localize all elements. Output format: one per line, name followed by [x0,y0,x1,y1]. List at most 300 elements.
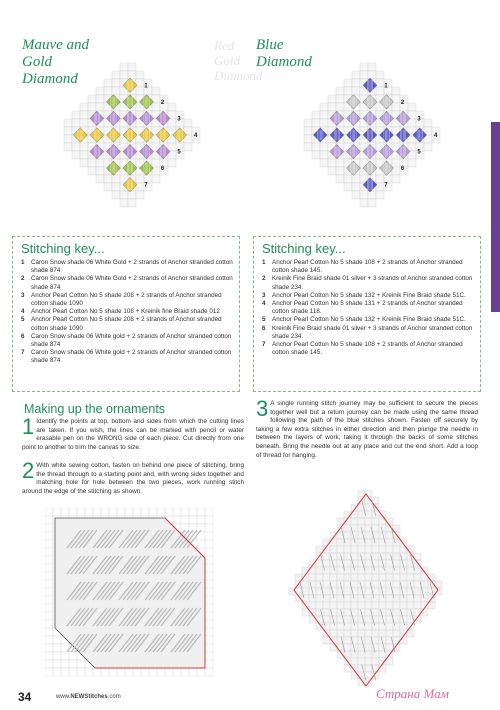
left-grid-cell [112,183,120,191]
left-grid-cell [96,95,104,103]
diamond-grid-cell [302,609,309,616]
left-row-number: 7 [144,182,148,189]
left-key-item-3 [21,292,233,308]
oct-grid-cell [45,604,53,612]
right-row-number: 7 [384,182,388,189]
diamond-grid-cell [351,616,358,623]
oct-grid-cell [205,652,213,660]
right-grid-cell [344,79,352,87]
step-2-text: With white sewing cotton, fasten on behind one piece of stitching, bring the thread through to a starting point and, with wrong sides together and matching hole for hole between the two pieces, work running stitch around the edge of the stitching as shown. [22,462,244,495]
diamond-grid-cell [372,595,379,602]
diamond-grid-cell [372,602,379,609]
left-key-number: 3 [21,291,25,299]
step-2 [22,458,244,496]
diamond-grid-cell [344,532,351,539]
diamond-grid-cell [365,518,372,525]
right-grid-cell [336,167,344,175]
diamond-grid-cell [351,581,358,588]
left-row-number: 6 [160,166,165,173]
right-grid-cell [312,119,320,127]
left-key-number: 6 [21,332,25,340]
diamond-grid-cell [330,630,337,637]
right-grid-cell [328,103,336,111]
diamond-grid-cell [407,630,414,637]
diamond-grid-cell [358,546,365,553]
oct-grid-cell [149,508,157,516]
right-grid-cell [328,167,336,175]
left-grid-cell [112,87,120,95]
diamond-grid-cell [337,595,344,602]
diamond-grid-cell [351,574,358,581]
oct-grid-cell [93,668,101,676]
right-key-text: Anchor Pearl Cotton No 5 shade 108 + 2 strands of Anchor stranded cotton shade 145. [272,259,463,275]
diamond-grid-cell [365,651,372,658]
right-key-item-4 [262,300,474,316]
right-key-item-7 [262,341,474,357]
left-key-text: Caron Snow shade 06 White gold + 2 strands of Anchor stranded cotton shade 874 [31,349,232,365]
diamond-grid-cell [323,553,330,560]
diamond-grid-cell [351,518,358,525]
site-prefix: www. [56,694,71,700]
oct-grid-cell [205,660,213,668]
diamond-grid-cell [365,539,372,546]
right-row-number: 3 [417,116,421,123]
right-grid-cell [352,87,360,95]
diamond-grid-cell [393,595,400,602]
right-grid-cell [304,127,312,135]
diamond-grid-cell [330,602,337,609]
oct-grid-cell [77,668,85,676]
step-3 [256,396,478,460]
right-grid-cell [304,135,312,143]
diamond-grid-cell [330,588,337,595]
footer-website [56,694,121,700]
oct-grid-cell [205,644,213,652]
left-key-list [21,259,233,366]
left-grid-cell [72,111,80,119]
diamond-grid-cell [386,574,393,581]
left-grid-cell [112,175,120,183]
right-grid-cell [392,175,400,183]
oct-grid-cell [45,540,53,548]
left-grid-cell [96,87,104,95]
diamond-grid-cell [344,665,351,672]
left-grid-cell [168,143,176,151]
right-key-number: 4 [262,300,266,308]
left-key-item-6 [21,333,233,349]
oct-grid-cell [141,508,149,516]
oct-grid-cell [45,516,53,524]
oct-grid-cell [69,652,77,660]
left-key-number: 1 [21,259,25,266]
diamond-grid-cell [414,602,421,609]
diamond-grid-cell [344,616,351,623]
oct-grid-cell [205,508,213,516]
left-grid-cell [136,71,144,79]
left-grid-cell [120,71,128,79]
left-key-text: Caron Snow shade 06 White Gold + 2 strands of Anchor stranded cotton shade 874 [31,275,233,291]
oct-grid-cell [53,508,61,516]
right-title-line2: Diamond [256,54,312,70]
blue-diamond-chart [300,40,450,230]
diamond-grid-cell [407,602,414,609]
left-grid-cell [88,103,96,111]
right-grid-cell [352,175,360,183]
diamond-grid-cell [421,595,428,602]
diamond-grid-cell [386,567,393,574]
diamond-grid-cell [379,665,386,672]
diamond-grid-cell [372,630,379,637]
diamond-grid-cell [358,602,365,609]
diamond-grid-cell [365,602,372,609]
diamond-grid-cell [400,567,407,574]
oct-grid-cell [109,668,117,676]
right-grid-cell [376,191,384,199]
diamond-grid-cell [365,616,372,623]
oct-grid-cell [53,652,61,660]
diamond-grid-cell [393,630,400,637]
left-grid-cell [64,119,72,127]
diamond-grid-cell [372,574,379,581]
diamond-grid-cell [372,637,379,644]
mauve-gold-diamond-chart [60,40,210,230]
diamond-grid-cell [365,595,372,602]
diamond-grid-cell [421,581,428,588]
right-grid-cell [360,71,368,79]
oct-grid-cell [181,508,189,516]
left-grid-cell [136,183,144,191]
left-grid-cell [96,175,104,183]
diamond-grid-cell [351,602,358,609]
diamond-grid-cell [344,630,351,637]
right-grid-cell [376,87,384,95]
right-grid-cell [336,95,344,103]
right-grid-cell [320,103,328,111]
diamond-grid-cell [386,644,393,651]
left-grid-cell [96,167,104,175]
left-key-item-5 [21,316,233,332]
diamond-grid-cell [393,602,400,609]
step-1-text: Identify the points at top, bottom and sides from which the cutting lines are taken. If you wish, the lines can be marked with pencil or water erasable pen on the WRONG side of each piece. Cut directly from one point to another to trim the canvas to size. [22,418,244,451]
diamond-grid-cell [365,532,372,539]
diamond-grid-cell [372,651,379,658]
left-grid-cell [184,143,192,151]
diamond-grid-cell [323,609,330,616]
right-key-number: 6 [262,324,266,332]
oct-grid-cell [101,508,109,516]
oct-grid-cell [45,532,53,540]
oct-grid-cell [61,652,69,660]
diamond-grid-cell [351,595,358,602]
oct-grid-cell [205,580,213,588]
oct-grid-cell [45,668,53,676]
oct-grid-cell [205,532,213,540]
diamond-grid-cell [393,560,400,567]
right-row-number: 2 [400,99,405,106]
left-key-text: Anchor Pearl Cotton No 5 shade 108 + Kreinik fine Braid shade 012 [31,308,220,316]
right-key-item-2 [262,275,474,291]
left-key-item-1 [21,259,233,275]
right-key-list [262,259,474,357]
left-grid-cell [80,159,88,167]
oct-grid-cell [61,668,69,676]
diamond-grid-cell [330,546,337,553]
diamond-grid-cell [337,574,344,581]
diamond-grid-cell [344,560,351,567]
diamond-grid-cell [379,609,386,616]
diamond-grid-cell [323,602,330,609]
diamond-grid-cell [344,595,351,602]
diamond-grid-cell [365,588,372,595]
left-grid-cell [104,79,112,87]
diamond-grid-cell [330,567,337,574]
left-key-number: 7 [21,349,25,357]
diamond-grid-cell [386,658,393,665]
diamond-grid-cell [414,595,421,602]
diamond-grid-cell [344,637,351,644]
diamond-grid-cell [316,567,323,574]
diamond-grid-cell [358,658,365,665]
left-grid-cell [104,175,112,183]
diamond-grid-cell [309,616,316,623]
diamond-grid-cell [358,518,365,525]
diamond-grid-cell [288,588,295,595]
diamond-grid-cell [386,616,393,623]
oct-grid-cell [181,516,189,524]
oct-grid-cell [45,612,53,620]
left-grid-cell [168,159,176,167]
diamond-grid-cell [365,672,372,679]
left-key-number: 4 [21,308,25,316]
oct-grid-cell [45,580,53,588]
diamond-grid-cell [316,616,323,623]
diamond-grid-cell [358,651,365,658]
left-grid-cell [128,63,136,71]
diamond-grid-cell [365,623,372,630]
left-key-text: Caron Snow shade 06 White Gold + 2 strands of Anchor stranded cotton shade 874 [31,259,233,275]
diamond-grid-cell [414,588,421,595]
left-key-text: Anchor Pearl Cotton No 5 shade 208 + 2 strands of Anchor stranded cotton shade 1090 [31,291,222,308]
diamond-grid-cell [358,511,365,518]
oct-grid-cell [141,668,149,676]
oct-grid-cell [45,572,53,580]
diamond-grid-cell [351,546,358,553]
diamond-grid-cell [365,567,372,574]
diamond-grid-cell [379,567,386,574]
left-grid-cell [152,175,160,183]
right-grid-cell [368,71,376,79]
right-key-item-3 [262,292,474,300]
right-grid-cell [336,87,344,95]
right-grid-cell [352,71,360,79]
diamond-grid-cell [379,644,386,651]
diamond-grid-cell [351,672,358,679]
diamond-grid-cell [365,504,372,511]
diamond-grid-cell [379,574,386,581]
right-key-heading: Stitching key... [262,241,346,256]
diamond-grid-cell [379,553,386,560]
right-grid-cell [328,159,336,167]
diamond-grid-cell [323,588,330,595]
right-grid-cell [368,199,376,207]
oct-grid-cell [45,524,53,532]
diamond-grid-cell [372,581,379,588]
site-brand: NEWStitches [70,694,108,700]
diamond-grid-cell [344,567,351,574]
diamond-grid-cell [386,602,393,609]
site-suffix: .com [107,694,121,700]
diamond-grid-cell [365,574,372,581]
oct-grid-cell [205,612,213,620]
oct-grid-cell [45,548,53,556]
diamond-grid-cell [372,567,379,574]
left-grid-cell [72,119,80,127]
watermark: Страна Мам [376,686,449,701]
left-grid-cell [64,127,72,135]
oct-grid-cell [45,660,53,668]
right-grid-cell [328,95,336,103]
right-grid-cell [320,159,328,167]
oct-grid-cell [189,516,197,524]
right-key-text: Kreinik Fine Braid shade 01 silver + 3 strands of Anchor stranded cotton shade 234. [272,275,473,291]
left-grid-cell [104,183,112,191]
right-grid-cell [320,151,328,159]
oct-grid-cell [61,660,69,668]
oct-grid-cell [45,628,53,636]
diamond-grid-cell [309,574,316,581]
right-grid-cell [320,143,328,151]
oct-grid-cell [205,620,213,628]
diamond-grid-cell [386,539,393,546]
page-number: 34 [18,690,32,704]
right-grid-cell [336,159,344,167]
left-grid-cell [96,103,104,111]
oct-grid-cell [173,516,181,524]
left-grid-cell [128,199,136,207]
left-grid-cell [168,119,176,127]
oct-grid-cell [205,636,213,644]
diamond-grid-cell [365,546,372,553]
diamond-grid-cell [337,602,344,609]
left-grid-cell [136,191,144,199]
diamond-grid-cell [337,623,344,630]
left-grid-cell [80,151,88,159]
diamond-grid-cell [358,630,365,637]
right-key-number: 5 [262,316,266,324]
diamond-grid-cell [351,630,358,637]
diamond-grid-cell [435,588,442,595]
right-row-number: 4 [434,133,438,139]
right-key-number: 3 [262,291,266,299]
left-grid-cell [136,175,144,183]
diamond-grid-cell [379,525,386,532]
left-key-item-7 [21,349,233,365]
oct-grid-cell [205,572,213,580]
oct-grid-cell [45,508,53,516]
diamond-grid-cell [386,581,393,588]
step-1 [22,414,244,452]
diamond-grid-cell [400,574,407,581]
diamond-grid-cell [386,623,393,630]
diamond-grid-cell [428,602,435,609]
right-row-number: 5 [417,149,421,156]
left-key-number: 2 [21,275,25,283]
octagon-assembly-diagram [45,508,215,678]
diamond-grid-cell [365,630,372,637]
oct-grid-cell [45,588,53,596]
diamond-grid-cell [316,581,323,588]
step-2-number: 2 [22,458,35,483]
ghost-line3: Diamond [214,68,263,83]
diamond-grid-cell [372,525,379,532]
ghost-line1: Red [214,38,235,53]
right-key-text: Anchor Pearl Cotton No 5 shade 108 + 2 strands of Anchor stranded cotton shade 145. [272,341,463,357]
right-grid-cell [408,159,416,167]
diamond-grid-cell [365,637,372,644]
diamond-grid-cell [386,546,393,553]
diamond-grid-cell [379,630,386,637]
diamond-grid-cell [330,623,337,630]
diamond-grid-cell [323,560,330,567]
diamond-grid-cell [344,609,351,616]
left-grid-cell [64,143,72,151]
right-key-item-1 [262,259,474,275]
left-grid-cell [152,87,160,95]
right-grid-cell [376,183,384,191]
oct-grid-cell [197,668,205,676]
diamond-grid-cell [295,588,302,595]
diamond-grid-cell [379,595,386,602]
diamond-grid-cell [407,595,414,602]
diamond-grid-cell [344,602,351,609]
diamond-grid-cell [365,665,372,672]
diamond-grid-cell [337,567,344,574]
diamond-grid-cell [302,567,309,574]
diamond-grid-cell [393,616,400,623]
oct-grid-cell [205,668,213,676]
right-grid-cell [344,183,352,191]
left-key-item-2 [21,275,233,291]
diamond-grid-cell [337,553,344,560]
right-grid-cell [344,175,352,183]
right-key-text: Kreinik Fine Braid shade 01 silver + 3 strands of Anchor stranded cotton shade 234. [272,324,473,340]
oct-grid-cell [85,508,93,516]
oct-grid-cell [45,564,53,572]
diamond-grid-cell [344,574,351,581]
right-grid-cell [368,191,376,199]
oct-grid-cell [85,668,93,676]
right-grid-cell [344,87,352,95]
left-grid-cell [80,111,88,119]
diamond-grid-cell [337,546,344,553]
oct-grid-cell [205,516,213,524]
diamond-grid-cell [372,546,379,553]
left-grid-cell [120,199,128,207]
oct-grid-cell [69,508,77,516]
diamond-grid-cell [400,602,407,609]
oct-grid-cell [45,636,53,644]
diamond-grid-cell [316,595,323,602]
diamond-grid-cell [379,546,386,553]
left-grid-cell [104,87,112,95]
right-grid-cell [320,119,328,127]
oct-grid-cell [165,508,173,516]
diamond-grid-cell [309,602,316,609]
oct-grid-cell [125,668,133,676]
diamond-grid-cell [372,658,379,665]
diamond-grid-cell [323,539,330,546]
left-title-line3: Diamond [22,71,78,87]
